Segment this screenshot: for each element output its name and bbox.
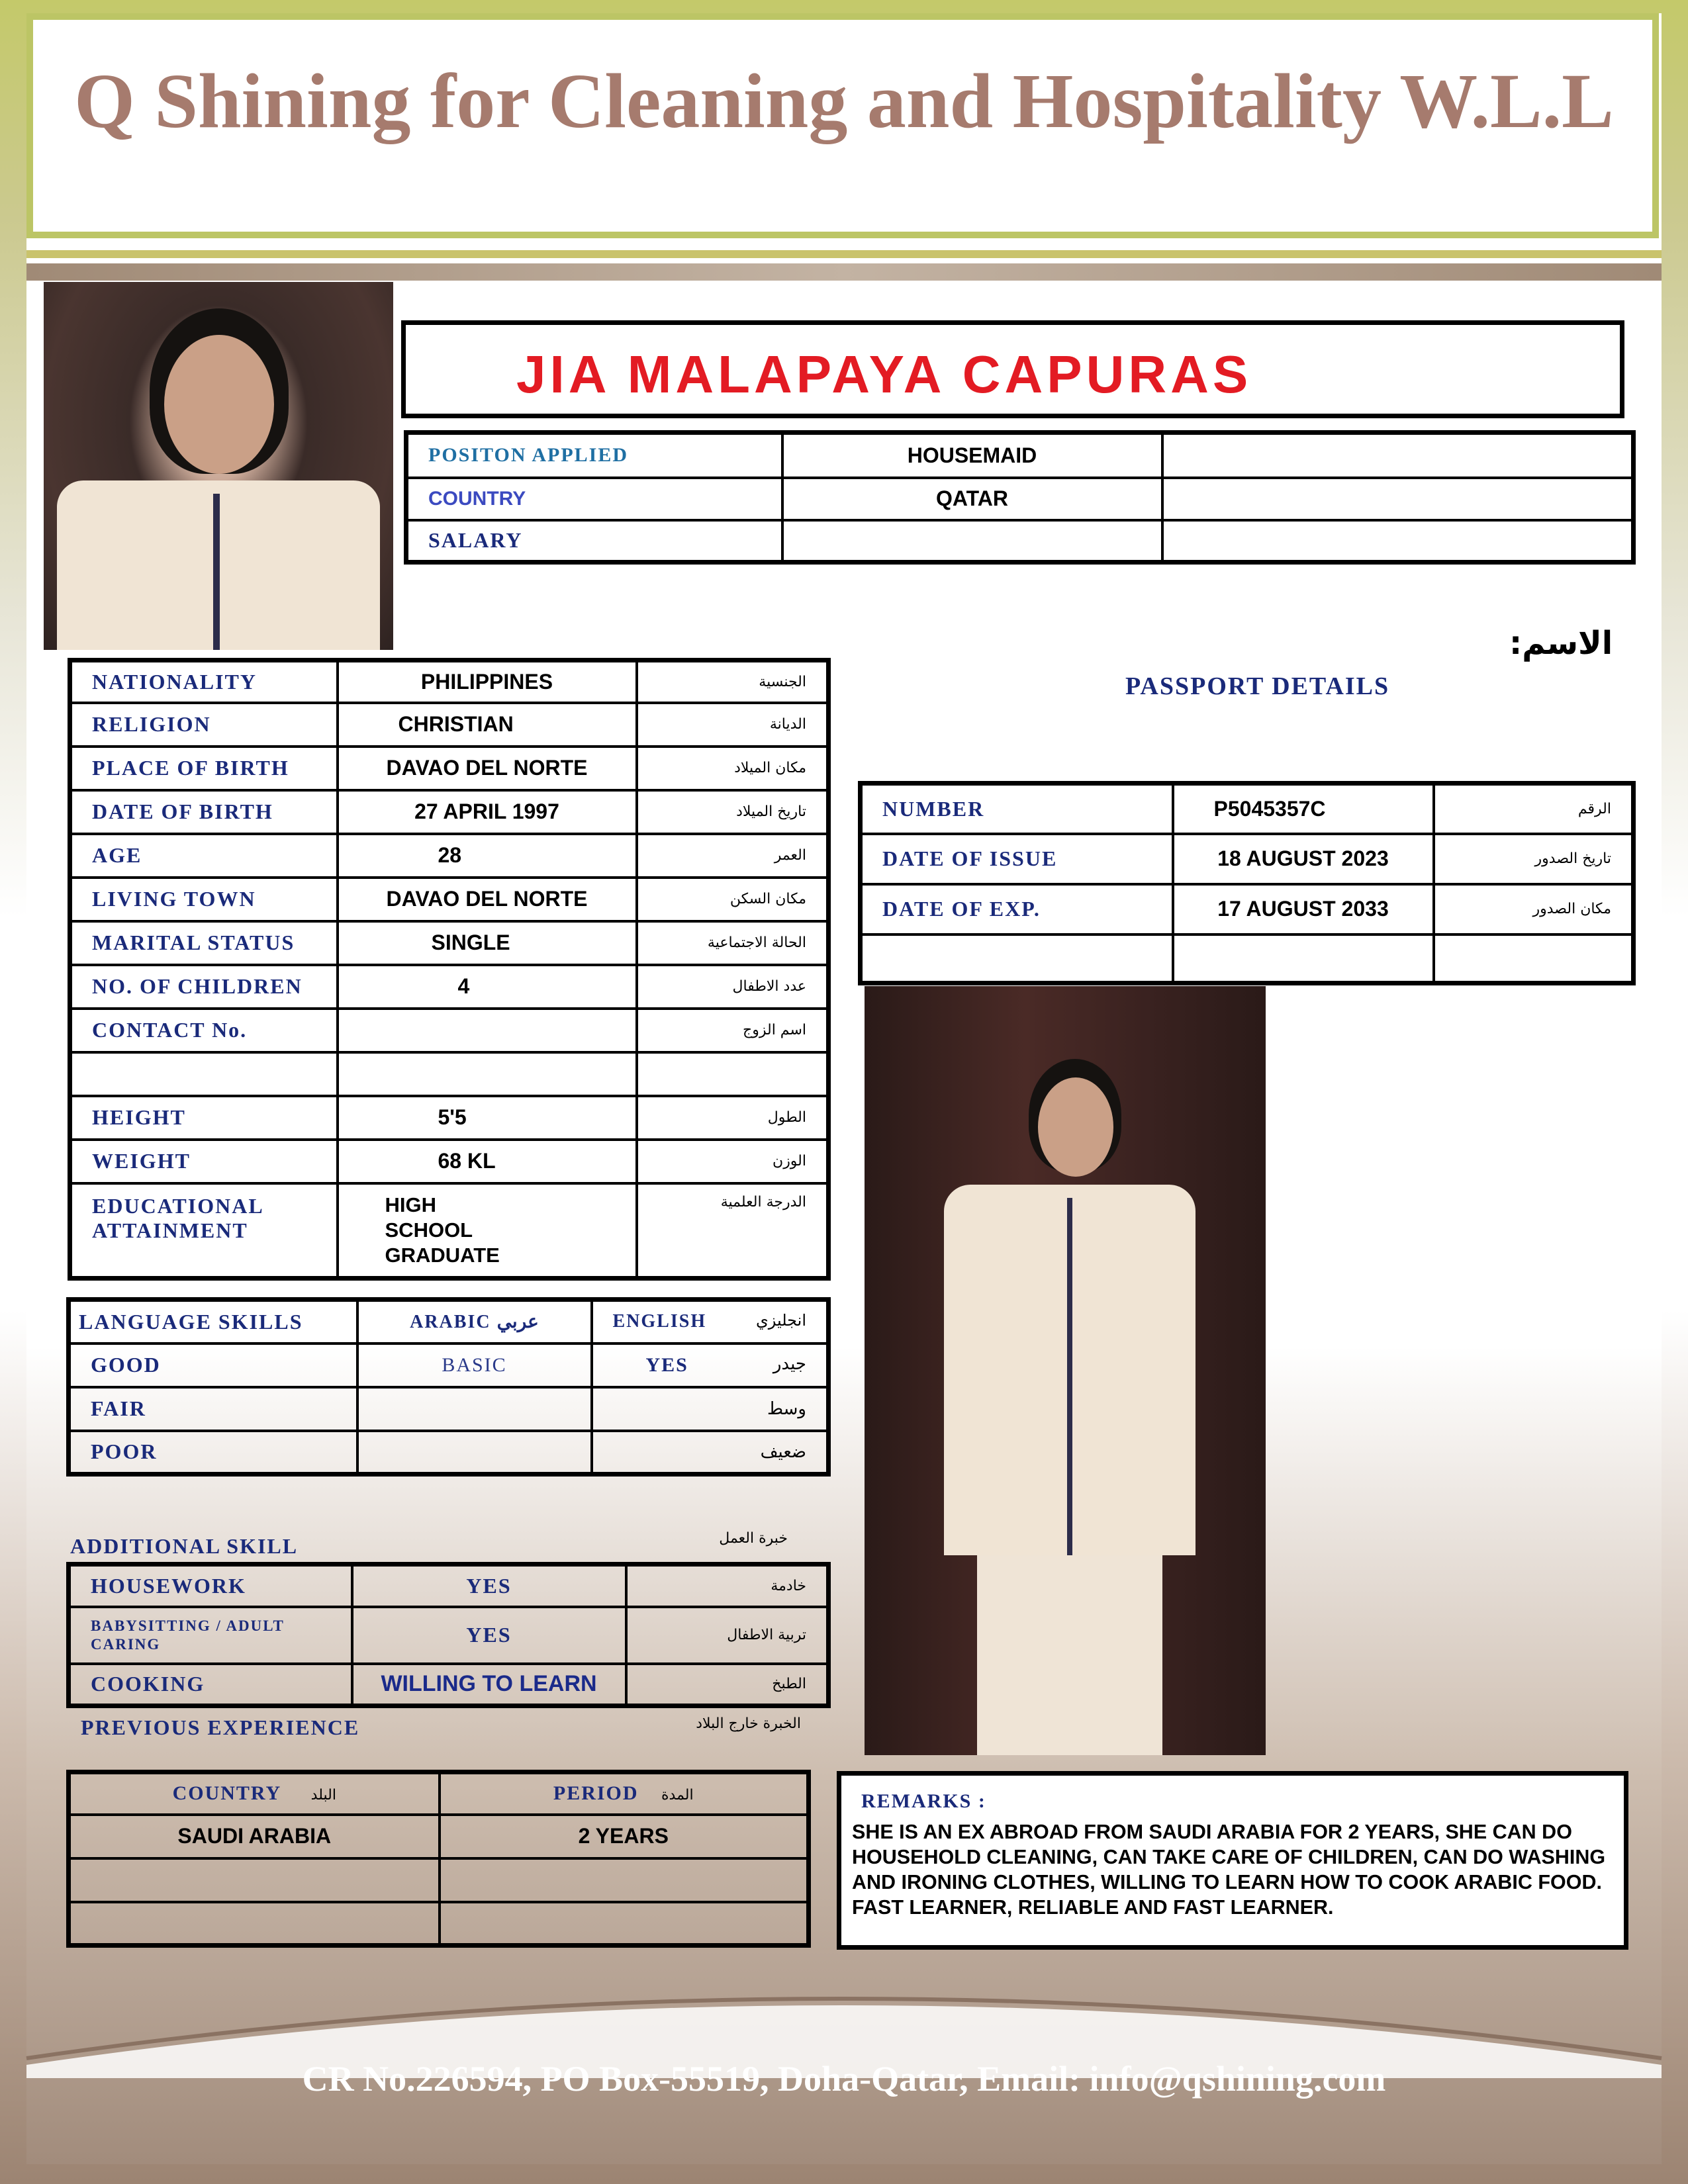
- experience-period: 2 YEARS: [440, 1815, 809, 1858]
- detail-label: PLACE OF BIRTH: [70, 747, 338, 790]
- position-label: POSITON APPLIED: [406, 433, 782, 478]
- additional-skill-heading: ADDITIONAL SKILL: [70, 1534, 299, 1558]
- experience-country: [69, 1858, 440, 1902]
- detail-label: MARITAL STATUS: [70, 921, 338, 965]
- language-row: [69, 1431, 829, 1475]
- experience-row: [69, 1902, 809, 1946]
- skill-row: [69, 1664, 829, 1706]
- country-column-header: [69, 1772, 440, 1815]
- experience-header-row: [69, 1772, 809, 1815]
- skill-arabic: الطبخ: [626, 1664, 829, 1706]
- detail-label: AGE: [70, 834, 338, 878]
- passport-arabic: [1434, 934, 1634, 983]
- country-row: [406, 478, 1634, 520]
- arabic-column-header: ARABIC عربي: [357, 1300, 592, 1343]
- passport-arabic: تاريخ الصدور: [1434, 834, 1634, 884]
- headshot-photo: [44, 282, 393, 650]
- level-arabic: وسط: [767, 1398, 806, 1419]
- passport-label: DATE OF ISSUE: [861, 834, 1173, 884]
- skill-value: WILLING TO LEARN: [352, 1664, 626, 1706]
- previous-experience-heading-arabic: الخبرة خارج البلاد: [696, 1715, 801, 1732]
- passport-row: [861, 784, 1634, 834]
- detail-row: [70, 878, 829, 921]
- detail-value: DAVAO DEL NORTE: [338, 878, 637, 921]
- additional-skill-heading-arabic: خبرة العمل: [719, 1530, 788, 1547]
- detail-arabic: اسم الزوج: [637, 1009, 829, 1052]
- detail-value: [338, 1052, 637, 1096]
- salary-label: SALARY: [406, 520, 782, 563]
- detail-label: EDUCATIONAL ATTAINMENT: [70, 1183, 338, 1279]
- period-column-header: [440, 1772, 809, 1815]
- detail-arabic: عدد الاطفال: [637, 965, 829, 1009]
- detail-arabic: الوزن: [637, 1140, 829, 1183]
- passport-row: [861, 884, 1634, 934]
- english-column-label: ENGLISH: [612, 1311, 707, 1332]
- skill-label: BABYSITTING / ADULT CARING: [69, 1607, 352, 1664]
- detail-row: [70, 1052, 829, 1096]
- english-column-header: [592, 1300, 829, 1343]
- previous-experience-table: [66, 1770, 811, 1948]
- experience-period: [440, 1902, 809, 1946]
- period-column-arabic: المدة: [661, 1787, 694, 1804]
- english-column-arabic: انجليزي: [755, 1311, 806, 1330]
- position-row: [406, 433, 1634, 478]
- language-row: [69, 1387, 829, 1431]
- passport-value: 18 AUGUST 2023: [1173, 834, 1434, 884]
- detail-label: NO. OF CHILDREN: [70, 965, 338, 1009]
- detail-value: 28: [338, 834, 637, 878]
- passport-arabic: مكان الصدور: [1434, 884, 1634, 934]
- level-arabic: جيدر: [773, 1353, 806, 1374]
- personal-details-table: [68, 658, 831, 1281]
- english-level-cell: [592, 1387, 829, 1431]
- detail-row: [70, 1096, 829, 1140]
- detail-arabic: تاريخ الميلاد: [637, 790, 829, 834]
- detail-value: [338, 1009, 637, 1052]
- detail-arabic: الديانة: [637, 703, 829, 747]
- full-body-photo: [865, 986, 1266, 1755]
- skill-value: YES: [352, 1607, 626, 1664]
- detail-label: NATIONALITY: [70, 660, 338, 703]
- remarks-box: [837, 1771, 1628, 1950]
- candidate-name: JIA MALAPAYA CAPURAS: [516, 345, 1252, 404]
- position-extra: [1162, 433, 1634, 478]
- position-value: HOUSEMAID: [782, 433, 1162, 478]
- country-column-arabic: البلد: [310, 1787, 336, 1804]
- country-extra: [1162, 478, 1634, 520]
- period-column-label: PERIOD: [553, 1782, 639, 1805]
- header-band-green: [26, 250, 1662, 258]
- detail-row: [70, 747, 829, 790]
- detail-row: [70, 660, 829, 703]
- arabic-name-label: الاسم:: [1509, 625, 1613, 662]
- detail-value: 5'5: [338, 1096, 637, 1140]
- remarks-heading: REMARKS :: [861, 1790, 986, 1812]
- detail-arabic: الجنسية: [637, 660, 829, 703]
- detail-arabic: مكان الميلاد: [637, 747, 829, 790]
- footer-contact: CR No.226594, PO Box-55519, Doha-Qatar, Email: info@qshining.com: [302, 2059, 1386, 2099]
- experience-row: [69, 1815, 809, 1858]
- passport-table: [858, 781, 1636, 985]
- language-row: [69, 1343, 829, 1387]
- passport-value: 17 AUGUST 2033: [1173, 884, 1434, 934]
- arabic-level-value: BASIC: [357, 1343, 592, 1387]
- detail-value: CHRISTIAN: [338, 703, 637, 747]
- skill-row: [69, 1565, 829, 1607]
- arabic-level-value: [357, 1431, 592, 1475]
- country-column-label: COUNTRY: [172, 1782, 282, 1805]
- experience-country: SAUDI ARABIA: [69, 1815, 440, 1858]
- skill-arabic: خادمة: [626, 1565, 829, 1607]
- detail-row: [70, 921, 829, 965]
- detail-value: 68 KL: [338, 1140, 637, 1183]
- experience-row: [69, 1858, 809, 1902]
- detail-label: HEIGHT: [70, 1096, 338, 1140]
- skill-label: HOUSEWORK: [69, 1565, 352, 1607]
- detail-row: [70, 834, 829, 878]
- detail-label: RELIGION: [70, 703, 338, 747]
- language-header-row: [69, 1300, 829, 1343]
- language-skills-heading: LANGUAGE SKILLS: [69, 1300, 357, 1343]
- english-level-cell: [592, 1343, 829, 1387]
- salary-value: [782, 520, 1162, 563]
- arabic-level-value: [357, 1387, 592, 1431]
- language-level: FAIR: [69, 1387, 357, 1431]
- passport-row: [861, 934, 1634, 983]
- detail-label: DATE OF BIRTH: [70, 790, 338, 834]
- detail-arabic: الطول: [637, 1096, 829, 1140]
- detail-row: [70, 703, 829, 747]
- salary-extra: [1162, 520, 1634, 563]
- detail-arabic: [637, 1052, 829, 1096]
- detail-value: DAVAO DEL NORTE: [338, 747, 637, 790]
- passport-label: NUMBER: [861, 784, 1173, 834]
- level-arabic: ضعيف: [760, 1441, 806, 1462]
- previous-experience-heading: PREVIOUS EXPERIENCE: [81, 1715, 360, 1739]
- detail-arabic: الدرجة العلمية: [637, 1183, 829, 1279]
- detail-row: [70, 1009, 829, 1052]
- passport-arabic: الرقم: [1434, 784, 1634, 834]
- experience-country: [69, 1902, 440, 1946]
- country-label: COUNTRY: [406, 478, 782, 520]
- salary-row: [406, 520, 1634, 563]
- header-band-brown: [26, 263, 1662, 281]
- passport-label: [861, 934, 1173, 983]
- language-level: POOR: [69, 1431, 357, 1475]
- detail-arabic: العمر: [637, 834, 829, 878]
- detail-row: [70, 1140, 829, 1183]
- experience-period: [440, 1858, 809, 1902]
- detail-label: CONTACT No.: [70, 1009, 338, 1052]
- passport-label: DATE OF EXP.: [861, 884, 1173, 934]
- detail-label: LIVING TOWN: [70, 878, 338, 921]
- detail-label: [70, 1052, 338, 1096]
- country-value: QATAR: [782, 478, 1162, 520]
- detail-row: [70, 965, 829, 1009]
- remarks-text: SHE IS AN EX ABROAD FROM SAUDI ARABIA FOR 2 YEARS, SHE CAN DO HOUSEHOLD CLEANING, CAN TAKE CARE OF CHILDREN, CAN DO WASHING AND IRONING CLOTHES, WILLING TO LEARN HOW TO COOK ARABIC FOOD. FAST LEARNER, RELIABLE AND FAST LEARNER.: [852, 1821, 1606, 1919]
- additional-skill-table: [66, 1562, 831, 1708]
- skill-value: YES: [352, 1565, 626, 1607]
- company-title: Q Shining for Cleaning and Hospitality W.L.L: [74, 58, 1614, 144]
- detail-value: 4: [338, 965, 637, 1009]
- position-table: [404, 430, 1636, 565]
- detail-arabic: مكان السكن: [637, 878, 829, 921]
- detail-label: WEIGHT: [70, 1140, 338, 1183]
- language-skills-table: [66, 1297, 831, 1477]
- passport-heading: PASSPORT DETAILS: [1125, 672, 1390, 700]
- detail-value: HIGH SCHOOL GRADUATE: [338, 1183, 637, 1279]
- detail-value: SINGLE: [338, 921, 637, 965]
- detail-row: [70, 790, 829, 834]
- passport-row: [861, 834, 1634, 884]
- detail-row: [70, 1183, 829, 1279]
- passport-value: P5045357C: [1173, 784, 1434, 834]
- detail-value: 27 APRIL 1997: [338, 790, 637, 834]
- language-level: GOOD: [69, 1343, 357, 1387]
- skill-label: COOKING: [69, 1664, 352, 1706]
- english-level-value: YES: [645, 1353, 688, 1376]
- detail-arabic: الحالة الاجتماعية: [637, 921, 829, 965]
- skill-row: [69, 1607, 829, 1664]
- skill-arabic: تربية الاطفال: [626, 1607, 829, 1664]
- english-level-cell: [592, 1431, 829, 1475]
- passport-value: [1173, 934, 1434, 983]
- detail-value: PHILIPPINES: [338, 660, 637, 703]
